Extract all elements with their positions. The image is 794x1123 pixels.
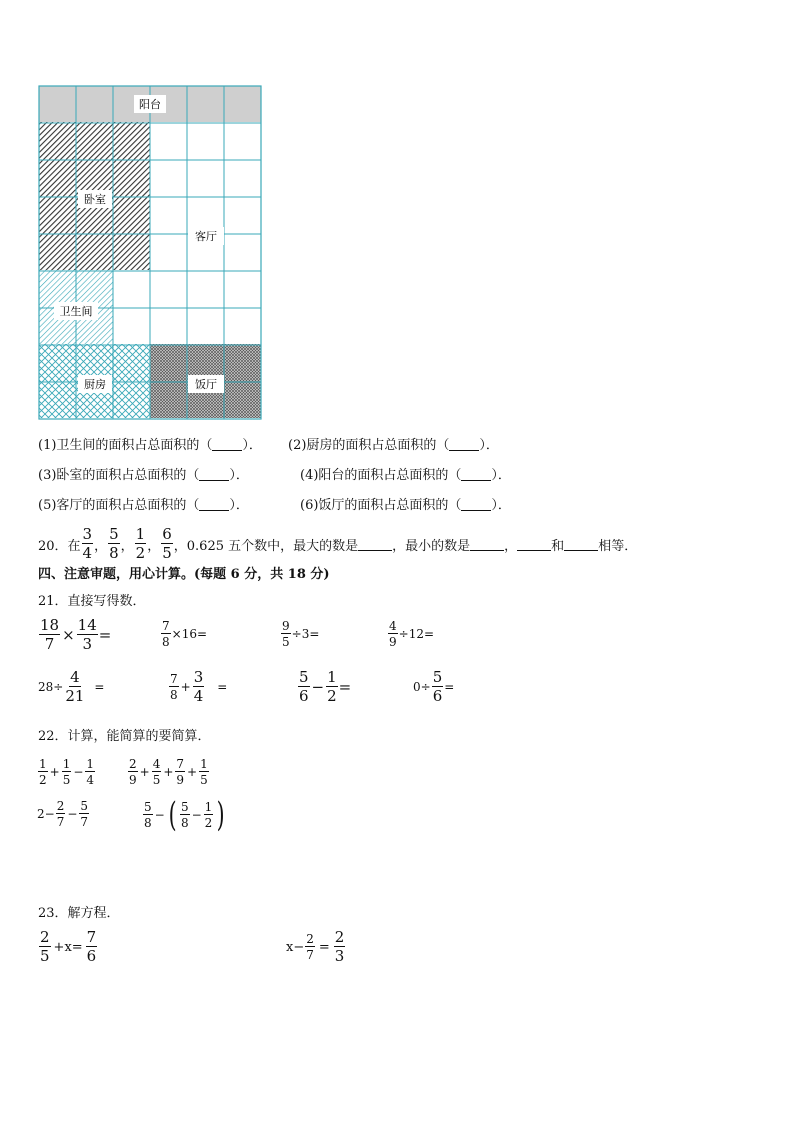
numerator: 5 [109,525,119,543]
fraction [135,527,147,561]
numerator: 1 [200,757,208,771]
equals: = [444,680,455,694]
fraction [56,800,66,828]
denominator: 6 [299,687,309,705]
fraction [128,758,138,786]
q22-title: 22．计算，能简算的要简算． [38,729,211,744]
q21-r1-d [387,620,434,648]
denominator: 9 [129,773,137,787]
expr-rest: ÷3= [291,627,320,641]
operator: − [154,808,165,822]
q21-r1-a [38,618,111,652]
numerator: 5 [144,800,152,814]
denominator: 2 [39,773,47,787]
denominator: 5 [200,773,208,787]
numerator: 2 [56,799,65,813]
fraction [85,758,95,786]
fraction [64,670,85,704]
separator: ， [94,538,108,554]
fraction [161,620,171,648]
label-dining-room: 饭厅 [195,378,217,391]
fraction [326,670,338,704]
fraction [39,930,51,964]
answer-blank-equal-b[interactable] [564,538,598,551]
q19-item-2-text: (2)厨房的面积占总面积的（ [288,438,450,453]
denominator: 8 [162,635,170,649]
numerator: 2 [334,928,345,946]
q19-item-5-text: (5)客厅的面积占总面积的（ [38,498,200,513]
q22-expr-1 [37,758,96,786]
operator: − [191,808,202,822]
numerator: 1 [327,668,337,686]
operator: + [139,765,150,779]
denominator: 7 [56,815,65,829]
fraction [39,618,60,652]
q20-and: 和 [551,538,565,554]
denominator: 8 [180,816,189,830]
q20-after: ，0.625 五个数中，最大的数是 [173,538,359,554]
numerator: 2 [306,932,314,946]
section-4-title: 四、注意审题，用心计算。(每题 6 分，共 18 分) [38,567,330,582]
label-kitchen: 厨房 [84,378,106,391]
q23-title: 23．解方程． [38,906,120,921]
numerator: 1 [62,757,71,771]
q22-expr-3 [37,800,90,828]
numerator: 7 [170,672,178,686]
q19-item-3-text: (3)卧室的面积占总面积的（ [38,468,200,483]
operator: − [67,807,78,821]
fraction [334,930,346,964]
fraction [62,758,72,786]
fraction [193,670,205,704]
denominator: 4 [82,544,93,562]
answer-blank[interactable] [449,438,479,451]
right-paren: ) [216,795,225,835]
q20-mid1: ，最小的数是 [392,538,471,554]
expr-pre: 0÷ [413,680,431,694]
answer-blank[interactable] [199,498,229,511]
numerator: 5 [80,799,89,813]
fraction [77,618,98,652]
fraction [82,527,94,561]
label-balcony: 阳台 [139,98,161,111]
denominator: 3 [334,947,345,965]
fraction [161,527,173,561]
denominator: 9 [176,773,185,787]
answer-blank-max[interactable] [358,538,392,551]
denominator: 2 [204,816,213,830]
answer-blank-min[interactable] [470,538,504,551]
separator: ， [120,538,134,554]
q21-r2-a [38,670,104,704]
numerator: 4 [152,757,161,771]
equals: = [94,680,105,694]
fraction [143,801,153,829]
denominator: 5 [162,544,172,562]
q19-close: ）． [242,438,262,453]
denominator: 2 [135,544,146,562]
q19-close: ）． [491,498,511,513]
q19-item-6 [300,498,511,514]
numerator: 3 [193,668,204,686]
q20-end: 相等． [598,538,638,554]
q23-equation-1 [38,930,98,964]
fraction [86,930,98,964]
fraction [199,758,209,786]
q22-expr-2 [127,758,210,786]
operator: + [187,765,198,779]
numerator: 7 [176,757,185,771]
q19-close: ）． [479,438,499,453]
denominator: 4 [86,773,95,787]
label-bedroom: 卧室 [84,193,106,206]
fraction [281,620,291,648]
q19-item-5 [38,498,249,514]
numerator: 14 [77,616,97,634]
q20 [38,527,637,561]
denominator: 4 [193,687,204,705]
numerator: 18 [40,616,60,634]
q22-expr-4 [142,795,228,835]
numerator: 1 [204,800,213,814]
denominator: 7 [306,948,314,962]
q19-item-4-text: (4)阳台的面积占总面积的（ [300,468,462,483]
expr-pre: 28÷ [38,680,64,694]
q19-close: ）． [229,468,249,483]
fraction [169,673,179,701]
q21-r1-b [160,620,207,648]
equals: = [338,678,352,696]
q20-mid2: ， [504,538,518,554]
denominator: 5 [152,773,161,787]
fraction [108,527,120,561]
q23-equation-2 [286,930,346,964]
q21-title: 21．直接写得数． [38,594,146,609]
denominator: 21 [65,687,85,705]
denominator: 2 [327,687,337,705]
fraction [432,670,444,704]
numerator: 5 [432,668,443,686]
answer-blank[interactable] [461,468,491,481]
left-paren: ( [168,795,177,835]
operator: + [49,765,60,779]
numerator: 5 [299,668,309,686]
operator: × [62,626,75,644]
numerator: 7 [162,619,170,633]
answer-blank-equal-a[interactable] [517,538,551,551]
label-bathroom: 卫生间 [59,305,93,318]
q19-item-3 [38,468,249,484]
fraction [38,758,48,786]
answer-blank[interactable] [199,468,229,481]
q19-close: ）． [229,498,249,513]
q21-r2-d [413,670,454,704]
q19-item-6-text: (6)饭厅的面积占总面积的（ [300,498,462,513]
numerator: 7 [86,928,97,946]
denominator: 5 [62,773,71,787]
denominator: 3 [82,635,92,653]
denominator: 8 [144,816,152,830]
denominator: 8 [170,688,178,702]
numerator: 1 [39,757,47,771]
fraction [305,933,315,961]
fraction [152,758,162,786]
denominator: 6 [432,687,443,705]
q21-r1-c [280,620,319,648]
expr-pre: 2− [37,807,55,821]
q19-item-1-text: (1)卫生间的面积占总面积的（ [38,438,213,453]
q21-r2-b [168,670,227,704]
operator: − [311,678,325,696]
equals: = [318,939,330,955]
fraction [79,800,89,828]
numerator: 5 [180,800,189,814]
denominator: 9 [389,635,397,649]
q20-prefix: 20．在 [38,538,81,554]
denominator: 7 [44,635,55,653]
numerator: 4 [389,619,397,633]
operator: + [180,680,191,694]
equation-mid: +x= [53,939,83,955]
fraction [204,801,214,829]
numerator: 2 [40,928,50,946]
denominator: 8 [109,544,119,562]
answer-blank[interactable] [461,498,491,511]
q19-item-4 [300,468,511,484]
fraction [180,801,190,829]
operator: + [163,765,174,779]
denominator: 6 [86,947,97,965]
operator: − [73,765,84,779]
fraction [298,670,310,704]
answer-blank[interactable] [212,438,242,451]
numerator: 1 [86,757,95,771]
numerator: 3 [82,525,93,543]
expr-rest: ÷12= [398,627,435,641]
numerator: 6 [162,525,172,543]
denominator: 5 [40,947,50,965]
floor-plan-diagram [38,85,264,421]
equals: = [217,680,228,694]
expr-rest: ×16= [171,627,208,641]
label-living-room: 客厅 [195,230,217,243]
numerator: 4 [70,668,80,686]
fraction [388,620,398,648]
numerator: 2 [129,757,137,771]
fraction [175,758,185,786]
numerator: 1 [135,525,146,543]
q19-item-1 [38,438,262,454]
equals: = [98,626,112,644]
numerator: 9 [282,619,290,633]
q19-close: ）． [491,468,511,483]
denominator: 7 [80,815,89,829]
denominator: 5 [282,635,290,649]
q21-r2-c [297,670,351,704]
expr-pre: x− [286,939,305,955]
q19-item-2 [288,438,499,454]
separator: ， [147,538,161,554]
